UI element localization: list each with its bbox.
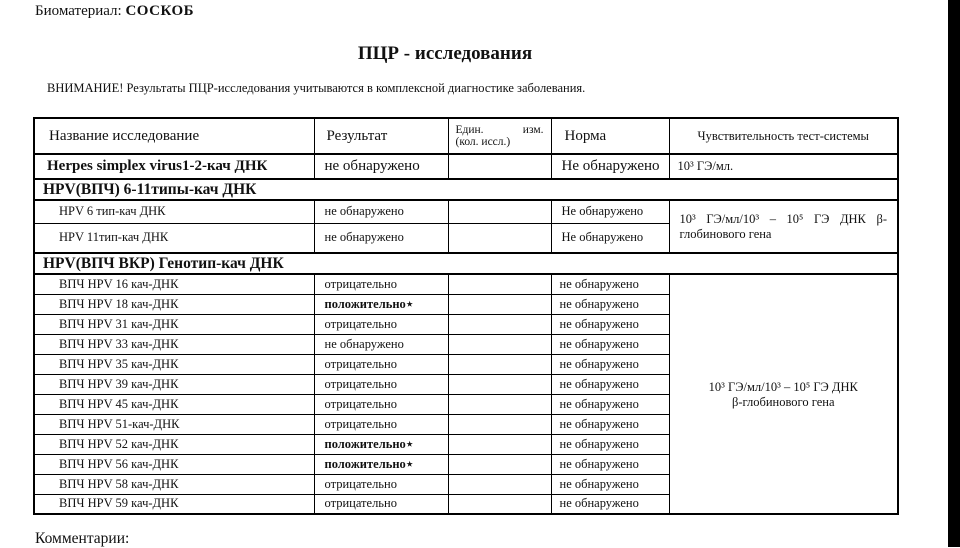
test-result: не обнаружено	[314, 334, 448, 354]
test-norm: не обнаружено	[551, 494, 669, 514]
test-norm: не обнаружено	[551, 294, 669, 314]
test-result: положительно⋆	[314, 434, 448, 454]
test-unit	[448, 314, 551, 334]
table-row	[34, 274, 898, 294]
test-name: ВПЧ HPV 18 кач-ДНК	[34, 294, 314, 314]
test-norm: Не обнаружено	[551, 154, 669, 179]
test-unit	[448, 474, 551, 494]
sensitivity-line1: 10³ ГЭ/мл/10³ – 10⁵ ГЭ ДНК	[708, 380, 858, 394]
section-title: HPV(ВПЧ) 6-11типы-кач ДНК	[34, 179, 898, 200]
test-unit	[448, 454, 551, 474]
test-result: отрицательно	[314, 394, 448, 414]
test-result: отрицательно	[314, 414, 448, 434]
page-title: ПЦР - исследования	[357, 43, 533, 64]
test-norm: Не обнаружено	[551, 200, 669, 223]
test-unit	[448, 274, 551, 294]
test-norm: не обнаружено	[551, 314, 669, 334]
test-unit	[448, 294, 551, 314]
section-sensitivity	[669, 200, 898, 253]
test-name: HPV 11тип-кач ДНК	[34, 223, 314, 253]
scan-edge-bar	[948, 0, 960, 547]
col-header-name: Название исследование	[34, 118, 314, 154]
test-norm: не обнаружено	[551, 354, 669, 374]
sensitivity-line2: глобинового гена	[679, 226, 772, 241]
test-unit	[448, 354, 551, 374]
test-norm: Не обнаружено	[551, 223, 669, 253]
test-norm: не обнаружено	[551, 414, 669, 434]
test-result: не обнаружено	[314, 154, 448, 179]
table-row	[34, 200, 898, 223]
test-name: ВПЧ HPV 51-кач-ДНК	[34, 414, 314, 434]
test-unit	[448, 154, 551, 179]
test-result: не обнаружено	[314, 200, 448, 223]
test-unit	[448, 394, 551, 414]
section-title: HPV(ВПЧ ВКР) Генотип-кач ДНК	[34, 253, 898, 274]
test-name: ВПЧ HPV 58 кач-ДНК	[34, 474, 314, 494]
test-unit	[448, 200, 551, 223]
test-name: Herpes simplex virus1-2-кач ДНК	[34, 154, 314, 179]
test-unit	[448, 334, 551, 354]
section-header-row	[34, 179, 898, 200]
test-name: ВПЧ HPV 33 кач-ДНК	[34, 334, 314, 354]
test-name: HPV 6 тип-кач ДНК	[34, 200, 314, 223]
test-unit	[448, 374, 551, 394]
test-result: отрицательно	[314, 374, 448, 394]
table-row	[34, 154, 898, 179]
test-result: положительно⋆	[314, 294, 448, 314]
col-header-norm: Норма	[551, 118, 669, 154]
test-name: ВПЧ HPV 59 кач-ДНК	[34, 494, 314, 514]
test-unit	[448, 494, 551, 514]
table-header-row	[34, 118, 898, 154]
col-header-unit-line2: (кол. иссл.)	[455, 136, 511, 148]
test-result: отрицательно	[314, 474, 448, 494]
test-result: отрицательно	[314, 274, 448, 294]
test-name: ВПЧ HPV 56 кач-ДНК	[34, 454, 314, 474]
test-name: ВПЧ HPV 39 кач-ДНК	[34, 374, 314, 394]
results-table	[33, 117, 899, 515]
col-header-unit	[448, 118, 551, 154]
test-unit	[448, 223, 551, 253]
test-result: отрицательно	[314, 494, 448, 514]
biomaterial-label: Биоматериал:	[35, 3, 122, 19]
warning-text: ВНИМАНИЕ! Результаты ПЦР-исследования учитываются в комплексной диагностике заболевания.	[47, 81, 586, 95]
col-header-unit-line1: Един. изм.	[455, 124, 544, 136]
test-result: отрицательно	[314, 314, 448, 334]
comments-label: Комментарии:	[35, 530, 130, 547]
test-result: отрицательно	[314, 354, 448, 374]
test-norm: не обнаружено	[551, 394, 669, 414]
col-header-sensitivity: Чувствительность тест-системы	[669, 118, 898, 154]
test-norm: не обнаружено	[551, 274, 669, 294]
test-norm: не обнаружено	[551, 454, 669, 474]
biomaterial-value: СОСКОБ	[125, 3, 195, 19]
biomaterial-line	[35, 3, 194, 20]
test-unit	[448, 414, 551, 434]
test-norm: не обнаружено	[551, 474, 669, 494]
section-header-row	[34, 253, 898, 274]
sensitivity-line2: β-глобинового гена	[732, 395, 835, 409]
sensitivity-line1: 10³ ГЭ/мл/10³ – 10⁵ ГЭ ДНК β-	[679, 211, 887, 226]
test-name: ВПЧ HPV 31 кач-ДНК	[34, 314, 314, 334]
section-sensitivity	[669, 274, 898, 514]
test-unit	[448, 434, 551, 454]
test-name: ВПЧ HPV 35 кач-ДНК	[34, 354, 314, 374]
test-result: не обнаружено	[314, 223, 448, 253]
col-header-result: Результат	[314, 118, 448, 154]
test-result: положительно⋆	[314, 454, 448, 474]
test-sensitivity: 10³ ГЭ/мл.	[669, 154, 898, 179]
test-norm: не обнаружено	[551, 434, 669, 454]
test-name: ВПЧ HPV 52 кач-ДНК	[34, 434, 314, 454]
test-name: ВПЧ HPV 16 кач-ДНК	[34, 274, 314, 294]
test-name: ВПЧ HPV 45 кач-ДНК	[34, 394, 314, 414]
test-norm: не обнаружено	[551, 334, 669, 354]
test-norm: не обнаружено	[551, 374, 669, 394]
